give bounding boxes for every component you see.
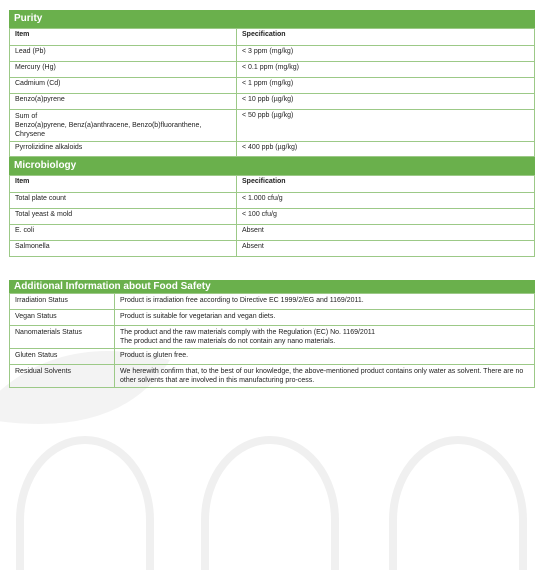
microbiology-table [9,175,535,257]
table-row [10,326,535,349]
table-row [10,110,535,142]
info-label-cell: Vegan Status [10,310,115,326]
item-column-header: Item [10,176,237,193]
info-value-cell: Product is suitable for vegetarian and vegan diets. [115,310,535,326]
specification-cell: Absent [237,241,535,257]
table-row [10,209,535,225]
info-value-cell: Product is irradiation free according to Directive EC 1999/2/EG and 1169/2011. [115,294,535,310]
item-column-header: Item [10,29,237,46]
table-row [10,365,535,388]
purity-table [9,28,535,157]
info-label-cell: Irradiation Status [10,294,115,310]
watermark-arch-left [20,440,150,570]
specification-cell: < 10 ppb (µg/kg) [237,94,535,110]
item-cell: Lead (Pb) [10,46,237,62]
item-cell: Salmonella [10,241,237,257]
item-cell: Mercury (Hg) [10,62,237,78]
info-label-cell: Nanomaterials Status [10,326,115,349]
microbiology-section-title: Microbiology [9,157,535,175]
info-label-cell: Residual Solvents [10,365,115,388]
watermark-arch-middle [205,440,335,570]
table-row [10,142,535,157]
item-cell: Sum of Benzo(a)pyrene, Benz(a)anthracene, Benzo(b)fluoranthene, Chrysene [10,110,237,142]
item-cell: Cadmium (Cd) [10,78,237,94]
purity-section-title: Purity [9,10,535,28]
table-header-row [10,176,535,193]
info-label-cell: Gluten Status [10,349,115,365]
watermark-arch-right [393,440,523,570]
item-cell: E. coli [10,225,237,241]
table-row [10,349,535,365]
specification-cell: < 1.000 cfu/g [237,193,535,209]
table-row [10,241,535,257]
table-row [10,46,535,62]
item-cell: Pyrrolizidine alkaloids [10,142,237,157]
info-value-cell: The product and the raw materials comply with the Regulation (EC) No. 1169/2011 The product and the raw materials do not contain any nano materials. [115,326,535,349]
section-spacer [9,257,535,280]
specification-cell: Absent [237,225,535,241]
specification-cell: < 400 ppb (µg/kg) [237,142,535,157]
info-value-cell: Product is gluten free. [115,349,535,365]
item-cell: Total plate count [10,193,237,209]
table-row [10,62,535,78]
info-value-cell: We herewith confirm that, to the best of our knowledge, the above-mentioned product contains only water as solvent. There are no other solvents that are involved in this manufacturing pro-cess. [115,365,535,388]
food-safety-section-title: Additional Information about Food Safety [9,280,535,293]
specification-cell: < 1 ppm (mg/kg) [237,78,535,94]
specification-column-header: Specification [237,29,535,46]
table-row [10,310,535,326]
table-row [10,193,535,209]
specification-cell: < 50 ppb (µg/kg) [237,110,535,142]
table-row [10,94,535,110]
table-row [10,225,535,241]
specification-cell: < 3 ppm (mg/kg) [237,46,535,62]
table-row [10,78,535,94]
specification-cell: < 0.1 ppm (mg/kg) [237,62,535,78]
item-cell: Total yeast & mold [10,209,237,225]
specification-column-header: Specification [237,176,535,193]
document-body [9,10,535,388]
item-cell: Benzo(a)pyrene [10,94,237,110]
table-row [10,294,535,310]
food-safety-table [9,293,535,388]
specification-cell: < 100 cfu/g [237,209,535,225]
table-header-row [10,29,535,46]
